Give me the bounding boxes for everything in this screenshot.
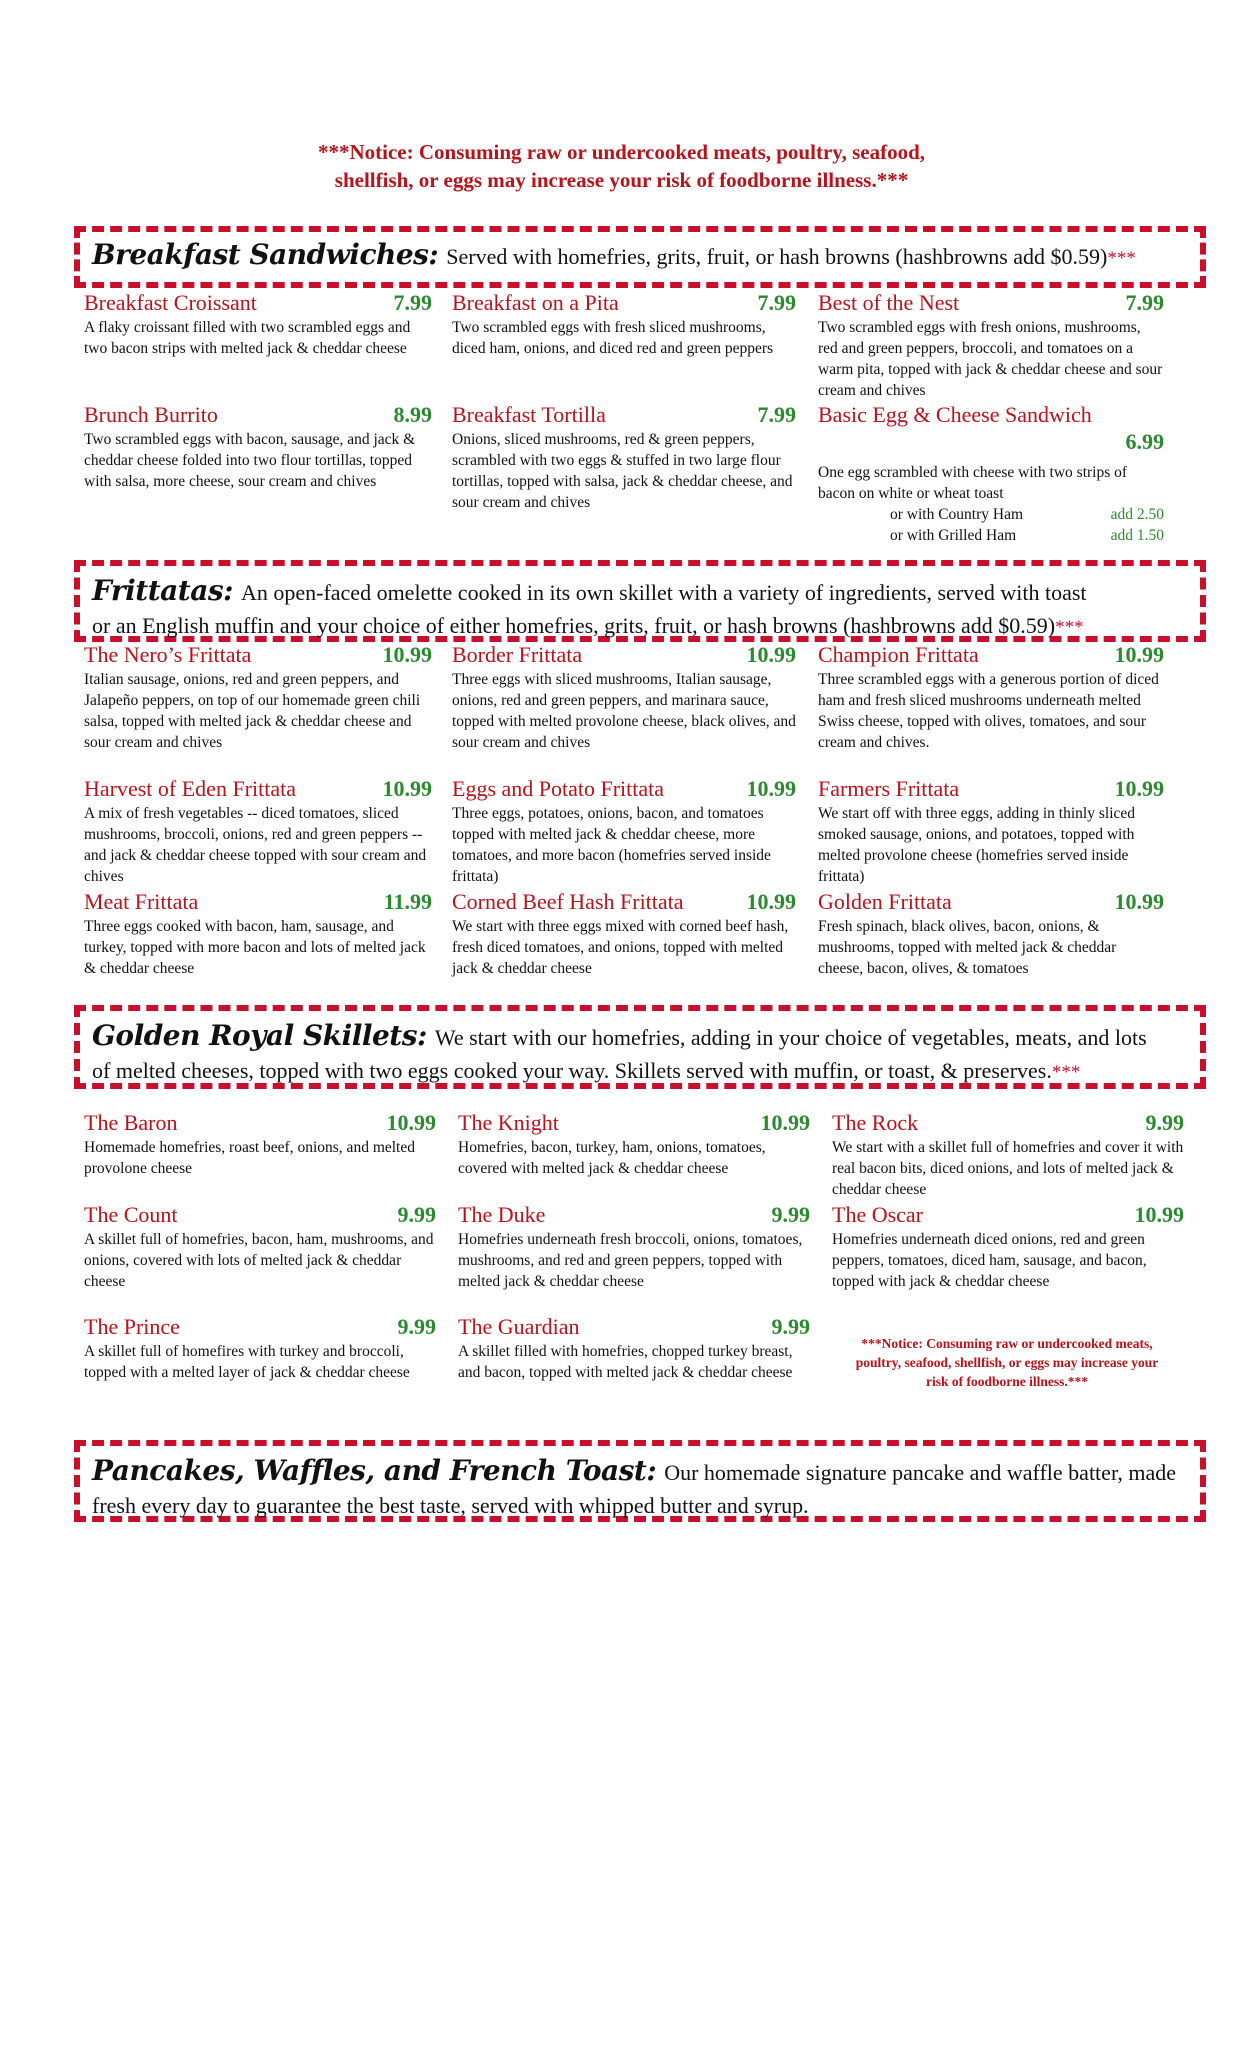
- item-price: 8.99: [393, 402, 432, 427]
- addon-row: [818, 525, 1164, 546]
- item-description: A flaky croissant filled with two scrambled eggs and two bacon strips with melted jack & cheddar cheese: [84, 319, 411, 357]
- pancakes-heading: Pancakes, Waffles, and French Toast:: [92, 1454, 657, 1487]
- frittatas-heading: Frittatas:: [92, 574, 233, 607]
- skillets-description-line-2: of melted cheeses, topped with two eggs cooked your way. Skillets served with muffin, or toast, & preserves.: [92, 1058, 1052, 1083]
- item-price: 10.99: [1114, 776, 1164, 801]
- item-name: Champion Frittata: [818, 642, 979, 667]
- item-price: 10.99: [382, 642, 432, 667]
- menu-item: [818, 642, 1164, 753]
- item-price: 10.99: [382, 776, 432, 801]
- menu-item: [458, 1314, 810, 1383]
- item-price: 7.99: [393, 290, 432, 315]
- skillets-heading: Golden Royal Skillets:: [92, 1019, 427, 1052]
- item-name: Best of the Nest: [818, 290, 960, 315]
- menu-item-basic-sandwich: [818, 402, 1164, 546]
- item-price: 10.99: [1134, 1202, 1184, 1227]
- menu-item: [818, 889, 1164, 979]
- sandwiches-banner: [74, 226, 1206, 288]
- skillets-stars: ***: [1051, 1062, 1081, 1083]
- item-name: The Guardian: [458, 1314, 580, 1339]
- item-price: 9.99: [397, 1314, 436, 1339]
- item-description: Homefries underneath diced onions, red and green peppers, tomatoes, diced ham, sausage, and bacon, topped with jack & cheddar cheese: [832, 1231, 1147, 1290]
- menu-item: [458, 1110, 810, 1179]
- item-description: A mix of fresh vegetables -- diced tomatoes, sliced mushrooms, broccoli, onions, red and green peppers -- and jack & cheddar cheese topped with sour cream and chives: [84, 805, 427, 885]
- frittatas-description-line-1: An open-faced omelette cooked in its own skillet with a variety of ingredients, served with toast: [240, 580, 1087, 605]
- item-name: Breakfast Tortilla: [452, 402, 606, 427]
- pancakes-description-line-2: fresh every day to guarantee the best taste, served with whipped butter and syrup.: [92, 1493, 809, 1518]
- frittatas-description-line-2: or an English muffin and your choice of either homefries, grits, fruit, or hash browns (hashbrowns add $0.59): [92, 613, 1056, 638]
- skillets-banner: [74, 1005, 1206, 1089]
- menu-item: [84, 889, 432, 979]
- item-name: Corned Beef Hash Frittata: [452, 889, 684, 914]
- menu-item: [818, 290, 1164, 401]
- menu-item: [84, 1314, 436, 1383]
- item-name: Breakfast Croissant: [84, 290, 257, 315]
- item-price: 10.99: [1114, 889, 1164, 914]
- item-description: Italian sausage, onions, red and green peppers, and Jalapeño peppers, on top of our homemade green chili salsa, topped with melted jack & cheddar cheese and sour cream and chives: [84, 671, 421, 751]
- item-price: 10.99: [746, 889, 796, 914]
- item-description: Three eggs with sliced mushrooms, Italian sausage, onions, red and green peppers, and marinara sauce, topped with melted provolone cheese, black olives, and sour cream and chives: [452, 671, 796, 751]
- item-price: 9.99: [771, 1202, 810, 1227]
- item-description: Three eggs cooked with bacon, ham, sausage, and turkey, topped with more bacon and lots of melted jack & cheddar cheese: [84, 918, 426, 977]
- addon-label: or with Grilled Ham: [890, 527, 1017, 544]
- item-description: Fresh spinach, black olives, bacon, onions, & mushrooms, topped with melted jack & cheddar cheese, bacon, olives, & tomatoes: [818, 918, 1117, 977]
- sandwiches-heading: Breakfast Sandwiches:: [92, 238, 439, 271]
- item-price: 10.99: [386, 1110, 436, 1135]
- menu-item: [84, 776, 432, 887]
- menu-item: [818, 776, 1164, 887]
- item-price: 10.99: [746, 642, 796, 667]
- item-price: 9.99: [771, 1314, 810, 1339]
- item-name: Harvest of Eden Frittata: [84, 776, 296, 801]
- item-description: A skillet full of homefries, bacon, ham, mushrooms, and onions, covered with lots of melted jack & cheddar cheese: [84, 1231, 434, 1290]
- top-notice: [0, 138, 1243, 194]
- item-name: Meat Frittata: [84, 889, 199, 914]
- item-name: Breakfast on a Pita: [452, 290, 619, 315]
- item-description: Onions, sliced mushrooms, red & green peppers, scrambled with two eggs & stuffed in two large flour tortillas, topped with salsa, jack & cheddar cheese, and sour cream and chives: [452, 431, 793, 511]
- menu-item: [84, 1202, 436, 1292]
- item-price: 10.99: [746, 776, 796, 801]
- item-price: 7.99: [757, 290, 796, 315]
- sandwiches-stars: ***: [1107, 248, 1136, 269]
- item-description: We start with a skillet full of homefries and cover it with real bacon bits, diced onions, and lots of melted jack & cheddar cheese: [832, 1139, 1184, 1198]
- pancakes-description-line-1: Our homemade signature pancake and waffle batter, made: [664, 1460, 1177, 1485]
- skillets-notice: ***Notice: Consuming raw or undercooked meats, poultry, seafood, shellfish, or eggs may increase your risk of foodborne illness.***: [855, 1336, 1159, 1389]
- item-description: Homefries, bacon, turkey, ham, onions, tomatoes, covered with melted jack & cheddar cheese: [458, 1139, 766, 1177]
- item-description: Two scrambled eggs with fresh onions, mushrooms, red and green peppers, broccoli, and tomatoes on a warm pita, topped with jack & cheddar cheese and sour cream and chives: [818, 319, 1163, 399]
- sandwiches-subtitle: Served with homefries, grits, fruit, or hash browns (hashbrowns add $0.59): [446, 244, 1108, 269]
- top-notice-line-2: shellfish, or eggs may increase your risk of foodborne illness.***: [334, 168, 909, 192]
- item-name: Eggs and Potato Frittata: [452, 776, 665, 801]
- item-description: Homemade homefries, roast beef, onions, and melted provolone cheese: [84, 1139, 415, 1177]
- item-description: Three scrambled eggs with a generous portion of diced ham and fresh sliced mushrooms underneath melted Swiss cheese, topped with olives, tomatoes, and sour cream and chives.: [818, 671, 1159, 751]
- item-name: The Oscar: [832, 1202, 924, 1227]
- item-description: One egg scrambled with cheese with two strips of bacon on white or wheat toast: [818, 464, 1128, 502]
- menu-item: [84, 290, 432, 359]
- item-description: We start off with three eggs, adding in thinly sliced smoked sausage, onions, and potatoes, topped with melted provolone cheese (homefries served inside frittata): [818, 805, 1136, 885]
- menu-item: [832, 1110, 1184, 1200]
- item-price: 7.99: [1125, 290, 1164, 315]
- item-name: The Knight: [458, 1110, 559, 1135]
- item-name: The Baron: [84, 1110, 178, 1135]
- item-name: The Rock: [832, 1110, 919, 1135]
- menu-item: [452, 402, 796, 513]
- addon-amount: add 1.50: [1110, 527, 1164, 544]
- item-description: Two scrambled eggs with bacon, sausage, and jack & cheddar cheese folded into two flour tortillas, topped with salsa, more cheese, sour cream and chives: [84, 431, 416, 490]
- item-name: Brunch Burrito: [84, 402, 218, 427]
- item-price: 7.99: [757, 402, 796, 427]
- item-name: The Duke: [458, 1202, 546, 1227]
- item-name: The Prince: [84, 1314, 180, 1339]
- addon-label: or with Country Ham: [890, 506, 1024, 523]
- item-price: 10.99: [1114, 642, 1164, 667]
- addon-amount: add 2.50: [1110, 506, 1164, 523]
- item-name: The Count: [84, 1202, 178, 1227]
- menu-item: [84, 402, 432, 492]
- addon-row: [818, 504, 1164, 525]
- menu-item: [84, 642, 432, 753]
- item-description: A skillet filled with homefries, chopped turkey breast, and bacon, topped with melted jack & cheddar cheese: [458, 1343, 793, 1381]
- menu-item: [452, 642, 796, 753]
- top-notice-line-1: ***Notice: Consuming raw or undercooked meats, poultry, seafood,: [317, 140, 926, 164]
- item-description: Three eggs, potatoes, onions, bacon, and tomatoes topped with melted jack & cheddar cheese, more tomatoes, and more bacon (homefries served inside frittata): [452, 805, 771, 885]
- item-name: Golden Frittata: [818, 889, 952, 914]
- pancakes-banner: [74, 1440, 1206, 1522]
- item-name: The Nero’s Frittata: [84, 642, 252, 667]
- item-name: Basic Egg & Cheese Sandwich: [818, 402, 1092, 427]
- frittatas-stars: ***: [1055, 617, 1084, 638]
- item-price: 6.99: [1125, 429, 1164, 454]
- item-price: 11.99: [383, 889, 432, 914]
- skillets-description-line-1: We start with our homefries, adding in your choice of vegetables, meats, and lots: [434, 1025, 1147, 1050]
- menu-item: [452, 889, 796, 979]
- item-name: Border Frittata: [452, 642, 583, 667]
- item-price: 10.99: [760, 1110, 810, 1135]
- item-description: A skillet full of homefires with turkey and broccoli, topped with a melted layer of jack & cheddar cheese: [84, 1343, 410, 1381]
- menu-item: [832, 1202, 1184, 1292]
- item-price: 9.99: [397, 1202, 436, 1227]
- menu-item: [458, 1202, 810, 1292]
- menu-item: [452, 290, 796, 359]
- item-description: Two scrambled eggs with fresh sliced mushrooms, diced ham, onions, and diced red and green peppers: [452, 319, 774, 357]
- menu-item: [452, 776, 796, 887]
- item-description: Homefries underneath fresh broccoli, onions, tomatoes, mushrooms, and red and green peppers, topped with melted jack & cheddar cheese: [458, 1231, 803, 1290]
- item-price: 9.99: [1145, 1110, 1184, 1135]
- item-description: We start with three eggs mixed with corned beef hash, fresh diced tomatoes, and onions, topped with melted jack & cheddar cheese: [452, 918, 789, 977]
- frittatas-banner: [74, 560, 1206, 642]
- item-name: Farmers Frittata: [818, 776, 960, 801]
- menu-item: [84, 1110, 436, 1179]
